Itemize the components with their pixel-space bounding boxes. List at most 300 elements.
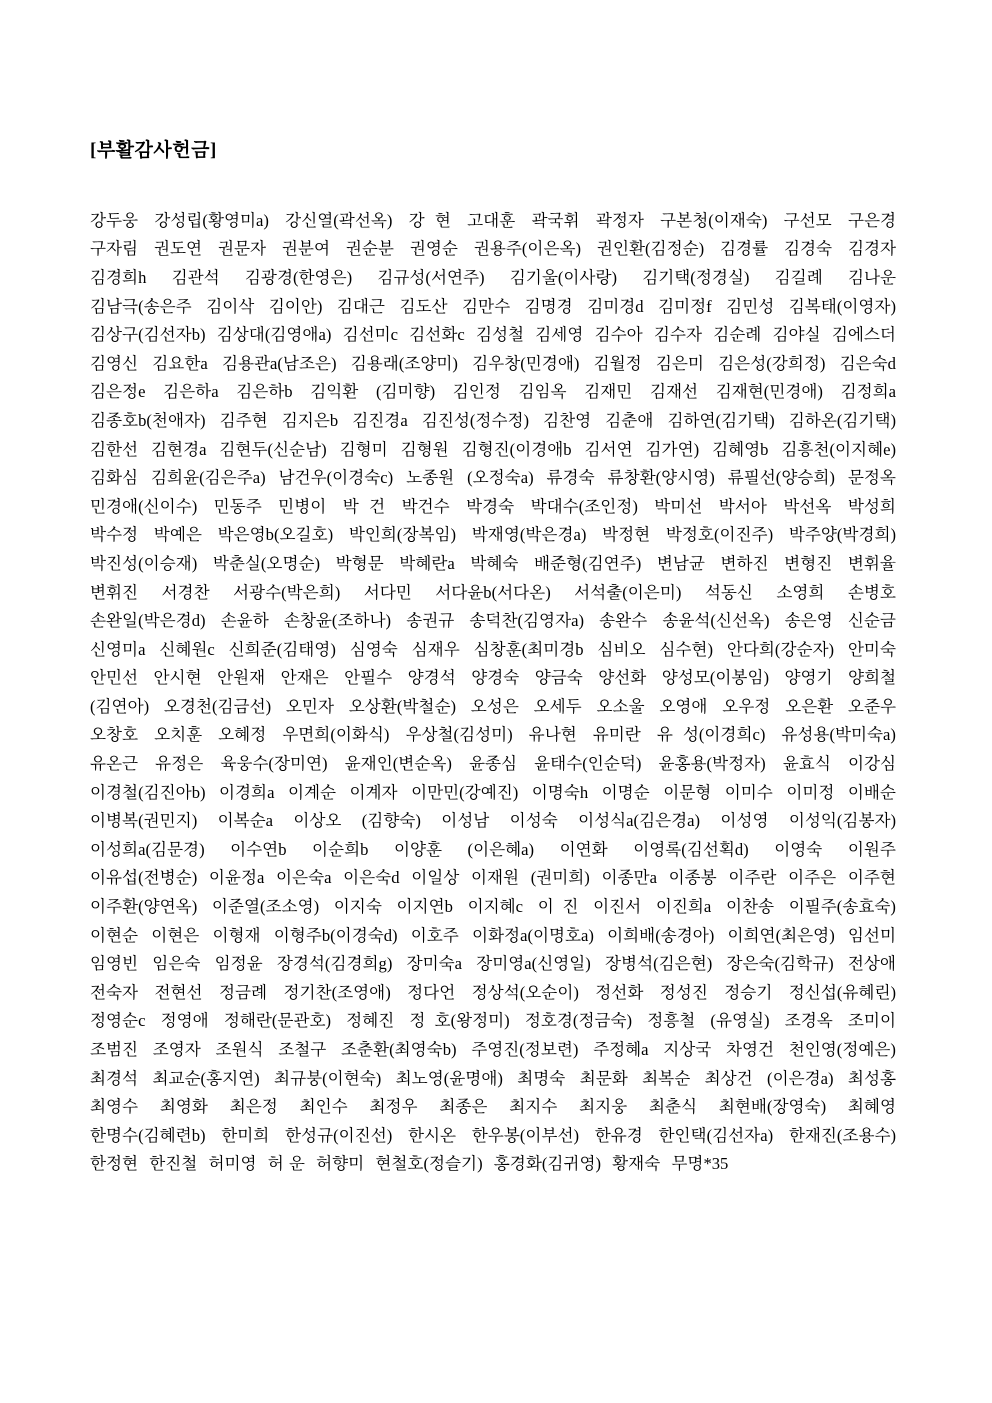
- donor-name: 최지웅: [579, 1097, 628, 1117]
- donor-name: 최문화: [579, 1068, 628, 1088]
- donor-name: 김명경: [524, 296, 573, 316]
- donor-name: 김성철: [475, 325, 525, 345]
- donor-name: 오상환(박철순): [348, 696, 456, 716]
- donor-name: 오치훈: [154, 725, 203, 745]
- donor-name: 김가연): [645, 439, 700, 459]
- donor-name: 이종만a: [601, 868, 657, 888]
- donor-name: 이명순: [601, 782, 650, 802]
- donor-name: 이찬송: [725, 897, 775, 917]
- donor-name: 이연화: [559, 839, 608, 859]
- donor-name: 김종호b(천애자): [90, 410, 206, 430]
- donor-name: 허 운: [267, 1154, 305, 1174]
- donor-name: 송은영: [784, 611, 833, 631]
- donor-name: 양금숙: [534, 668, 583, 688]
- donor-name: 조철구: [278, 1040, 327, 1060]
- donor-name: 김우창(민경애): [472, 353, 580, 373]
- donor-name: (오정숙a): [467, 468, 534, 488]
- donor-name: 이형재: [212, 925, 261, 945]
- donor-name: 고대훈: [467, 210, 516, 230]
- donor-name: 김현두(신순남): [219, 439, 327, 459]
- donor-name: 장경석(김경희g): [276, 954, 393, 974]
- donor-name: 홍경화(김귀영): [493, 1154, 601, 1174]
- donor-name: 김이안): [268, 296, 323, 316]
- donor-name: 장미숙a: [406, 954, 463, 974]
- donor-name: 이재원: [470, 868, 520, 888]
- donor-name: 박주양(박경희): [788, 525, 897, 545]
- donor-name: 안필수: [344, 668, 393, 688]
- donor-name: 변휘진: [90, 582, 139, 602]
- donor-name: 안다희(강순자): [726, 639, 835, 659]
- donor-name: 류경숙: [546, 468, 595, 488]
- donor-name: 이 진: [537, 897, 579, 917]
- donor-name: 박수정: [90, 525, 139, 545]
- donor-name: 양경숙: [471, 668, 520, 688]
- donor-name: 김에스더: [831, 325, 896, 345]
- donor-name: 김수자: [653, 325, 702, 345]
- donor-name: 김미경d: [587, 296, 644, 316]
- donor-name: 전상애: [847, 954, 896, 974]
- donor-name: 장미영a(신영일): [476, 954, 591, 974]
- donor-name: 이희배(송경아): [607, 925, 715, 945]
- donor-name: 양성모(이봉임): [661, 668, 770, 688]
- donor-name: 임선미: [847, 925, 896, 945]
- donor-name: 오은환: [785, 696, 834, 716]
- donor-name: 최영화: [159, 1097, 208, 1117]
- donor-name: 권분여: [281, 239, 330, 259]
- donor-name: 김은정e: [90, 382, 146, 402]
- donor-name: 김정희a: [840, 382, 897, 402]
- donor-name: 양영기: [784, 668, 833, 688]
- donor-name: 박혜숙: [470, 553, 519, 573]
- donor-name: 김용래(조양미): [350, 353, 458, 373]
- donor-name: 박춘실(오명순): [212, 553, 321, 573]
- donor-name: 이수연b: [230, 839, 287, 859]
- donor-name: 김은미: [655, 353, 704, 373]
- donor-name: 오민자: [285, 696, 334, 716]
- donor-name: 오창호: [90, 725, 139, 745]
- donor-name: 김은하a: [163, 382, 219, 402]
- donor-name: 김희윤(김은주a): [151, 468, 266, 488]
- donor-name: 김주현: [219, 410, 268, 430]
- donor-name: 김요한a: [152, 353, 208, 373]
- donor-name: 최현배(장영숙): [718, 1097, 827, 1117]
- donor-name: 김진경a: [352, 410, 408, 430]
- donor-name: 최정우: [369, 1097, 418, 1117]
- donor-name: 이지연b: [396, 897, 453, 917]
- donor-name: 서다윤b(서다온): [435, 582, 551, 602]
- donor-name: 이성영: [720, 811, 769, 831]
- donor-name: 권순분: [345, 239, 394, 259]
- donor-name: 전숙자: [90, 982, 139, 1002]
- donor-name: 지상국: [663, 1040, 712, 1060]
- donor-name: 이계자: [349, 782, 398, 802]
- donor-name: 박 건: [342, 496, 386, 516]
- donor-name: 강신열(곽선옥): [285, 210, 393, 230]
- donor-name: 노종원: [406, 468, 455, 488]
- donor-name: 남건우(이경숙c): [278, 468, 394, 488]
- donor-name: 이일상: [411, 868, 460, 888]
- donor-name: 서석출(이은미): [574, 582, 682, 602]
- donor-name: 김하연(김기택): [667, 410, 775, 430]
- donor-name: 박선옥: [783, 496, 832, 516]
- donor-name: 최경석: [90, 1068, 139, 1088]
- donor-name: 허미영: [208, 1154, 257, 1174]
- donor-name: 조미이: [847, 1011, 896, 1031]
- donor-name: 김익환: [310, 382, 359, 402]
- donor-name: 정해란(문관호): [223, 1011, 332, 1031]
- donor-name: 김선미c: [342, 325, 399, 345]
- donor-name: 윤재인(변순옥): [344, 754, 452, 774]
- donor-name: 김선화c: [409, 325, 465, 345]
- donor-name: 오소울: [596, 696, 645, 716]
- donor-name: 안미숙: [847, 639, 896, 659]
- donor-name: 김경숙: [784, 239, 833, 259]
- donor-name: 이만민(강예진): [411, 782, 519, 802]
- donor-name: 이배순: [847, 782, 896, 802]
- donor-name: 김경희h: [90, 267, 147, 287]
- donor-name: 한성규(이진선): [285, 1125, 393, 1145]
- donor-name: (이은경a): [767, 1068, 834, 1088]
- donor-name: 김임옥: [518, 382, 567, 402]
- donor-name: 이지혜c: [467, 897, 524, 917]
- donor-name: 박은영b(오길호): [217, 525, 334, 545]
- donor-name: 박대수(조인정): [530, 496, 638, 516]
- donor-name: 이형주b(이경숙d): [273, 925, 398, 945]
- donor-name: 최복순: [642, 1068, 691, 1088]
- donor-name: 김상대(김영애a): [216, 325, 332, 345]
- donor-name: 현철호(정슬기): [375, 1154, 483, 1174]
- donor-name: 박건수: [401, 496, 450, 516]
- donor-name: 심재우: [411, 639, 460, 659]
- donor-name: 김야실: [772, 325, 821, 345]
- donor-name: 서경찬: [161, 582, 210, 602]
- donor-name: 김진성(정수정): [421, 410, 530, 430]
- donor-name: 정흥철: [647, 1011, 696, 1031]
- donor-name: 김나운: [847, 267, 897, 287]
- donor-name: 이은숙d: [343, 868, 400, 888]
- donor-name: 이계순: [287, 782, 337, 802]
- donor-name: 장병석(김은현): [605, 954, 713, 974]
- donor-name: 김월정: [593, 353, 642, 373]
- donor-name: 김세영: [535, 325, 584, 345]
- donor-name: 구본청(이재숙): [660, 210, 768, 230]
- donor-name: 정다언: [407, 982, 456, 1002]
- donor-name: (권미희): [530, 868, 590, 888]
- donor-name: 이영록(김선획d): [633, 839, 749, 859]
- donor-name: 최규붕(이현숙): [274, 1068, 382, 1088]
- donor-name: 이성익(김봉자): [788, 811, 897, 831]
- donor-name: 김화심: [90, 468, 139, 488]
- donor-name: 김순례: [713, 325, 762, 345]
- donor-name: 권용주(이은옥): [473, 239, 582, 259]
- donor-name: 민병이: [278, 496, 327, 516]
- donor-name: 김형미: [339, 439, 388, 459]
- donor-name: 구은경: [847, 210, 897, 230]
- donor-name: 유미란: [592, 725, 641, 745]
- donor-name: 임은숙: [152, 954, 201, 974]
- donor-name: 차영건: [725, 1040, 775, 1060]
- donor-name: (김미향): [375, 382, 436, 402]
- donor-name: 변남균: [656, 553, 705, 573]
- donor-name: 이종봉: [668, 868, 717, 888]
- donor-name: 윤홍용(박정자): [658, 754, 766, 774]
- donor-name: 이진서: [593, 897, 642, 917]
- donor-name: 김은하b: [236, 382, 293, 402]
- donor-name: 이성숙: [509, 811, 558, 831]
- donor-name: 서광수(박은희): [233, 582, 341, 602]
- donor-name: 이명숙h: [531, 782, 589, 802]
- donor-name: 김지은b: [281, 410, 339, 430]
- donor-name: 우면희(이화식): [282, 725, 390, 745]
- donor-name: 문정옥: [847, 468, 896, 488]
- donor-name: 변하진: [720, 553, 769, 573]
- donor-name: 안민선: [90, 668, 139, 688]
- donor-name: 이준열(조소영): [211, 897, 320, 917]
- donor-name: 이원주: [847, 839, 896, 859]
- donor-name: 민동주: [213, 496, 262, 516]
- donor-name: 송완수: [599, 611, 648, 631]
- donor-name: 이미수: [724, 782, 773, 802]
- donor-name: 이윤정a: [208, 868, 265, 888]
- donor-name: 김기울(이사랑): [509, 267, 617, 287]
- donor-name: 신혜원c: [159, 639, 215, 659]
- donor-name: 김경률: [720, 239, 769, 259]
- donor-name: 조경옥: [784, 1011, 833, 1031]
- donor-name: 권도연: [153, 239, 203, 259]
- donor-name: 송윤석(신선옥): [662, 611, 770, 631]
- donor-name: 최지수: [509, 1097, 558, 1117]
- donor-name: 강두웅: [90, 210, 139, 230]
- donor-name: 이상오: [293, 811, 342, 831]
- donor-name: 한진철: [149, 1154, 198, 1174]
- donor-name: 육웅수(장미연): [220, 754, 328, 774]
- donor-name: (이은혜a): [467, 839, 535, 859]
- donor-name: 강성립(황영미a): [154, 210, 269, 230]
- donor-name: 오준우: [847, 696, 897, 716]
- donor-name: 배준형(김연주): [534, 553, 642, 573]
- donor-name: 우상철(김성미): [405, 725, 513, 745]
- donor-name: 김찬영: [543, 410, 592, 430]
- donor-name: 최혜영: [847, 1097, 896, 1117]
- donor-name: 신영미a: [90, 639, 146, 659]
- donor-name: 최인수: [299, 1097, 348, 1117]
- donor-name: 김현경a: [151, 439, 207, 459]
- donor-name: 김용관a(남조은): [221, 353, 337, 373]
- donor-name: 김남극(송은주: [90, 296, 192, 316]
- donor-name: 손병호: [847, 582, 896, 602]
- donor-name: 정 호(왕정미): [409, 1011, 510, 1031]
- donor-name: 김경자: [847, 239, 897, 259]
- donor-name: 한명수(김혜련b): [90, 1125, 206, 1145]
- donor-name: 오경천(김금선): [163, 696, 272, 716]
- donor-name: 박인희(장복임): [348, 525, 457, 545]
- donor-name: 심창훈(최미경b: [473, 639, 584, 659]
- donor-name: 이경철(김진아b): [90, 782, 206, 802]
- donor-name: 손윤하: [220, 611, 269, 631]
- donor-name: 김이삭: [206, 296, 255, 316]
- donor-name: 이순희b: [312, 839, 369, 859]
- donor-name: 이성남: [441, 811, 490, 831]
- donor-name: 김규성(서연주): [377, 267, 485, 287]
- donor-name: 유 성(이경희c): [656, 725, 766, 745]
- donor-name: 한미희: [221, 1125, 270, 1145]
- donor-name: 한우봉(이부선): [471, 1125, 579, 1145]
- donor-name: 박재영(박은경a): [471, 525, 587, 545]
- donor-name: 정영애: [160, 1011, 209, 1031]
- donor-name: 오우정: [722, 696, 771, 716]
- donor-name: 권영순: [409, 239, 458, 259]
- donor-name: 양경석: [407, 668, 456, 688]
- donor-name: 정기찬(조영애): [283, 982, 391, 1002]
- donor-name: 김재민: [584, 382, 633, 402]
- donor-name: 김형진(이경애b: [461, 439, 572, 459]
- donor-name: 윤효식: [782, 754, 831, 774]
- donor-name: 박혜란a: [399, 553, 455, 573]
- donor-name: 김길례: [774, 267, 823, 287]
- donor-name: 정금례: [219, 982, 268, 1002]
- page-title: [부활감사헌금]: [90, 140, 217, 161]
- donor-name: 이지숙: [333, 897, 382, 917]
- donor-name: 이호주: [410, 925, 459, 945]
- donor-name: 김복태(이영자): [788, 296, 896, 316]
- donor-name: 김기택(정경실): [642, 267, 750, 287]
- donor-name: 박예은: [153, 525, 202, 545]
- donor-name: 최성홍: [847, 1068, 897, 1088]
- donor-name: 이영숙: [774, 839, 823, 859]
- donor-name: 윤종심: [468, 754, 518, 774]
- donor-name: (김향숙): [361, 811, 421, 831]
- donor-name: 손창윤(조하나): [283, 611, 392, 631]
- donor-name: 김만수: [462, 296, 511, 316]
- donor-name: 김상구(김선자b): [90, 325, 206, 345]
- donor-name: 임영빈: [90, 954, 139, 974]
- donor-name: (유영실): [710, 1011, 770, 1031]
- donor-name: 서다민: [363, 582, 412, 602]
- donor-name: 이은숙a: [276, 868, 332, 888]
- donor-name: 임정윤: [214, 954, 263, 974]
- donor-name: 이화정a(이명호a): [471, 925, 594, 945]
- donor-name: 정승기: [724, 982, 773, 1002]
- donor-name: 한인택(김선자a): [658, 1125, 774, 1145]
- donor-name: 이성식a(김은경a): [578, 811, 701, 831]
- donor-name: 황재숙: [612, 1154, 661, 1174]
- donor-name: 안시현: [153, 668, 202, 688]
- donor-name: 이복순a: [217, 811, 274, 831]
- donor-name: 양선화: [598, 668, 647, 688]
- donor-name: 박정현: [602, 525, 651, 545]
- donor-name: 권인환(김정순): [596, 239, 705, 259]
- donor-name: 강 현: [408, 210, 451, 230]
- donor-name: 이필주(송효숙): [788, 897, 896, 917]
- donor-name: 이경희a: [219, 782, 275, 802]
- donor-name: 김혜영b: [712, 439, 769, 459]
- donor-name: 김대근: [336, 296, 385, 316]
- donor-name: 최노영(윤명애): [395, 1068, 503, 1088]
- donor-name: 김영신: [90, 353, 139, 373]
- donor-name: 박정호(이진주): [665, 525, 774, 545]
- donor-name: 정호경(정금숙): [524, 1011, 633, 1031]
- donor-name: 유성용(박미숙a): [781, 725, 896, 745]
- donor-name: 정신섭(유혜린): [788, 982, 897, 1002]
- donor-name: 이병복(권민지): [90, 811, 198, 831]
- donor-name: 김서연: [584, 439, 633, 459]
- donor-name: 김한선: [90, 439, 139, 459]
- donor-name: 김광경(한영은): [244, 267, 353, 287]
- donor-name: 정혜진: [346, 1011, 395, 1031]
- donor-name: 조영자: [152, 1040, 201, 1060]
- donor-name: 손완일(박은경d): [90, 611, 206, 631]
- donor-name: 류창환(양시영): [607, 468, 715, 488]
- donor-name: 이주란: [728, 868, 777, 888]
- donor-name: 정성진: [659, 982, 708, 1002]
- donor-name: 이주환(양연옥): [90, 897, 198, 917]
- donor-name: 이미정: [786, 782, 835, 802]
- donor-name: 심영숙: [349, 639, 398, 659]
- donor-name: 이주은: [788, 868, 837, 888]
- donor-name: 곽국휘: [531, 210, 580, 230]
- donor-name: 오영애: [659, 696, 708, 716]
- donor-name: 조범진: [90, 1040, 139, 1060]
- donor-name: 최종은: [439, 1097, 488, 1117]
- donor-name: 최춘식: [649, 1097, 698, 1117]
- donor-name: 김하온(김기택): [788, 410, 896, 430]
- donor-name: 정영순c: [90, 1011, 146, 1031]
- donor-name: (김연아): [90, 696, 150, 716]
- donor-name: 천인영(정예은): [788, 1040, 896, 1060]
- donor-name: 이강심: [847, 754, 897, 774]
- donor-name: 심수현): [659, 639, 713, 659]
- donor-name: 류필선(양승희): [727, 468, 835, 488]
- donor-name: 최영수: [90, 1097, 139, 1117]
- donor-name: 김도산: [399, 296, 448, 316]
- donor-name: 송덕찬(김영자a): [469, 611, 584, 631]
- donor-name: 김은성(강희정): [718, 353, 826, 373]
- donor-name: 김수아: [594, 325, 643, 345]
- donor-name: 조원식: [215, 1040, 264, 1060]
- donor-name: 허향미: [316, 1154, 365, 1174]
- donor-name: 유나현: [528, 725, 577, 745]
- donor-name: 한재진(조용수): [788, 1125, 897, 1145]
- donor-name: 한유경: [594, 1125, 643, 1145]
- donor-name: 전현선: [154, 982, 203, 1002]
- donor-name: 유정은: [155, 754, 204, 774]
- donor-name: 오혜정: [218, 725, 267, 745]
- donor-name: 박서아: [718, 496, 767, 516]
- donor-name: 김민성: [726, 296, 775, 316]
- donor-name: 주영진(정보련): [471, 1040, 579, 1060]
- donor-name: 김미정f: [658, 296, 712, 316]
- donor-name: 한시온: [407, 1125, 457, 1145]
- donor-name: 안재은: [280, 668, 329, 688]
- donor-name: 소영희: [776, 582, 825, 602]
- donor-name: 유온근: [90, 754, 139, 774]
- donor-name: 최명숙: [517, 1068, 566, 1088]
- donor-name: 박경숙: [466, 496, 515, 516]
- donor-name: 무명*35: [671, 1154, 729, 1174]
- donor-name: 신순금: [847, 611, 896, 631]
- donor-name: 박성희: [847, 496, 896, 516]
- donor-name: 정상석(오순이): [471, 982, 579, 1002]
- donor-name: 양희철: [847, 668, 897, 688]
- donor-name: 오세두: [533, 696, 582, 716]
- donor-name: 변휘율: [847, 553, 896, 573]
- donor-name: 이유섭(전병순): [90, 868, 198, 888]
- donor-name: 김재현(민경애): [715, 382, 823, 402]
- donor-name-list: [90, 207, 902, 1179]
- donor-name: 주정혜a: [593, 1040, 649, 1060]
- donor-name: 이진희a: [655, 897, 712, 917]
- donor-name: 김형원: [400, 439, 449, 459]
